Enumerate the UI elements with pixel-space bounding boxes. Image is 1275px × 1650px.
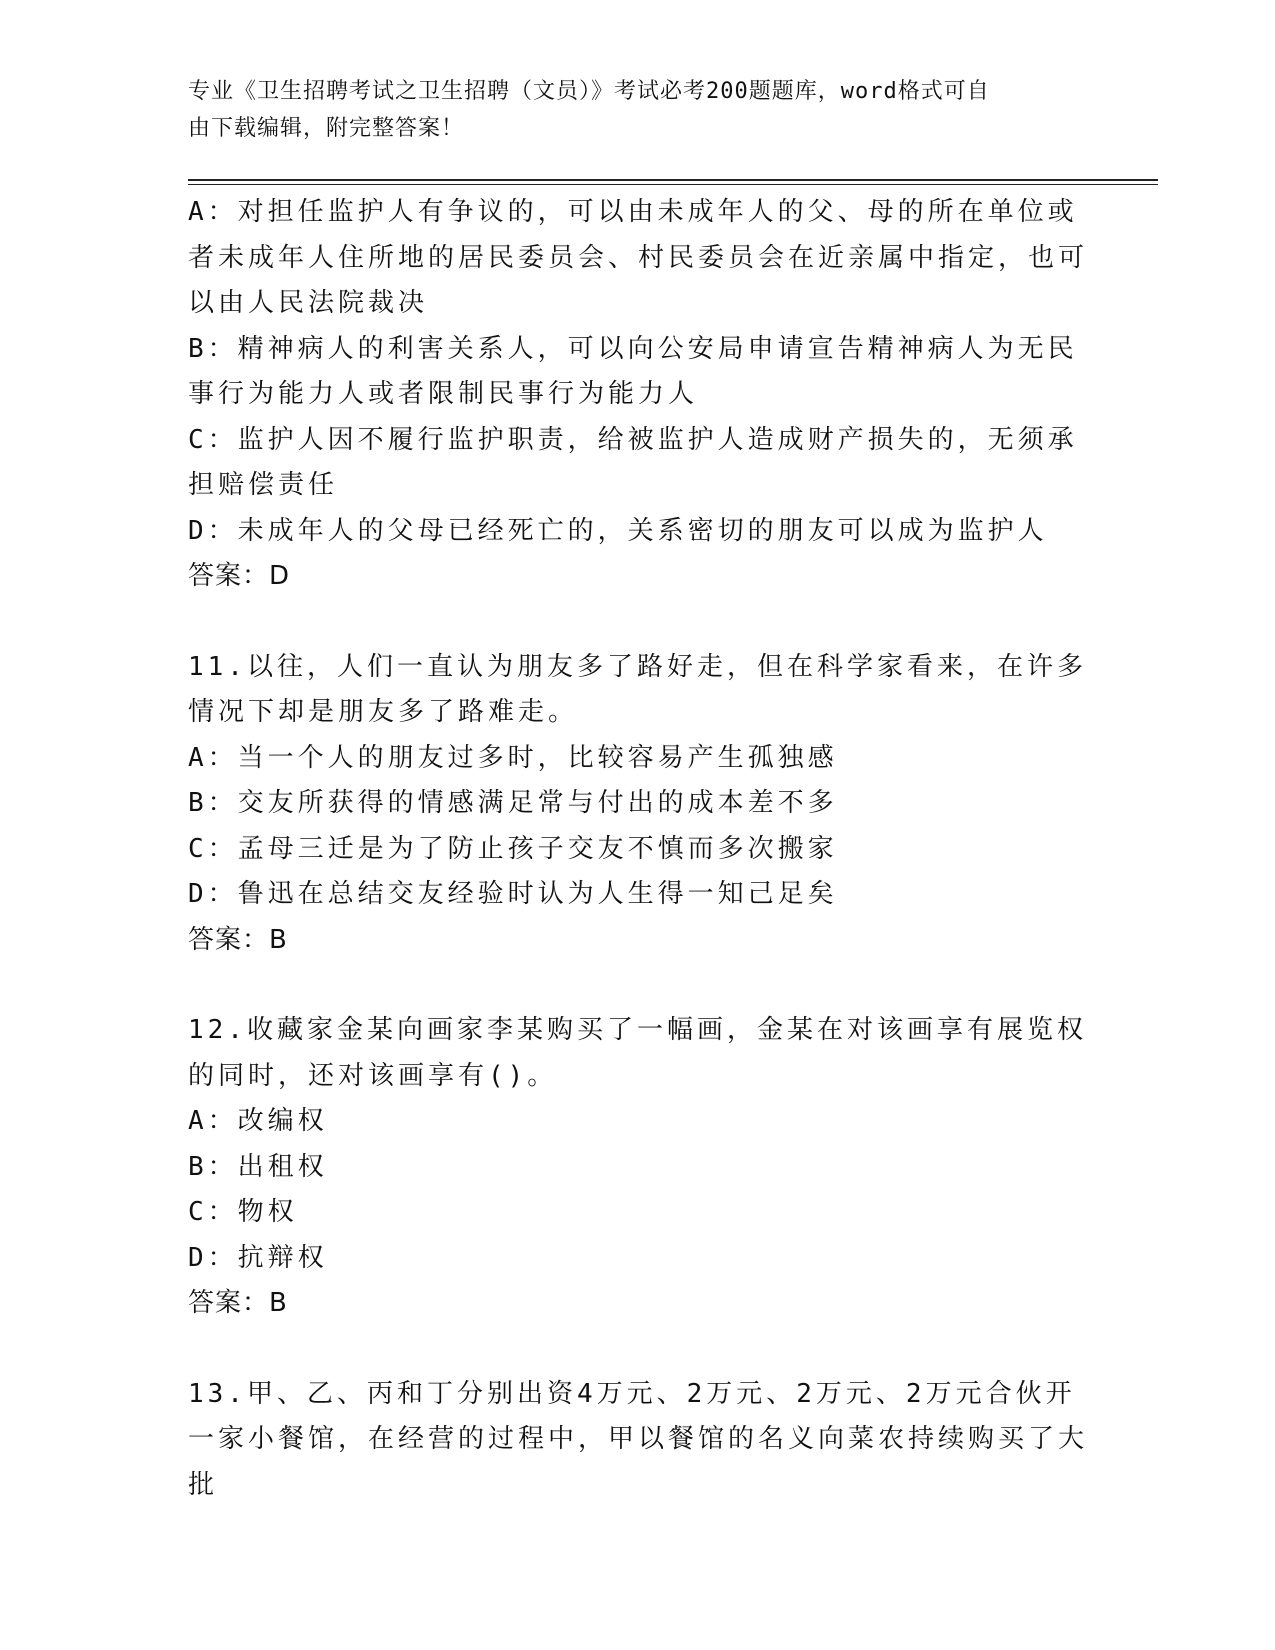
question-10 (188, 190, 1088, 600)
question-13 (188, 1372, 1088, 1509)
option-c: C：监护人因不履行监护职责，给被监护人造成财产损失的，无须承担赔偿责任 (188, 424, 1078, 500)
answer-line: 答案：D (188, 561, 291, 591)
document-header (188, 73, 1088, 147)
option-a: A：当一个人的朋友过多时，比较容易产生孤独感 (188, 742, 838, 773)
header-divider-thick (188, 179, 1158, 181)
answer-line: 答案：B (188, 1288, 288, 1318)
answer-line: 答案：B (188, 924, 288, 955)
option-a: A：对担任监护人有争议的，可以由未成年人的父、母的所在单位或者未成年人住所地的居民委员会、村民委员会在近亲属中指定，也可以由人民法院裁决 (188, 197, 1089, 318)
option-d: D：鲁迅在总结交友经验时认为人生得一知己足矣 (188, 879, 838, 909)
question-stem: 12.收藏家金某向画家李某购买了一幅画，金某在对该画享有展览权的同时，还对该画享有()。 (188, 1015, 1087, 1091)
header-title-line1: 专业《卫生招聘考试之卫生招聘（文员）》考试必考200题题库，word格式可自 (188, 79, 990, 104)
option-a: A：改编权 (188, 1106, 328, 1136)
header-title-line2: 由下载编辑，附完整答案！ (188, 116, 465, 141)
question-list (188, 190, 1088, 1508)
question-stem: 13.甲、乙、丙和丁分别出资4万元、2万元、2万元、2万元合伙开一家小餐馆，在经营的过程中，甲以餐馆的名义向菜农持续购买了大批 (188, 1378, 1089, 1500)
question-11 (188, 645, 1088, 964)
option-b: B：交友所获得的情感满足常与付出的成本差不多 (188, 788, 838, 818)
header-divider-thin (188, 184, 1158, 185)
question-12 (188, 1008, 1088, 1327)
option-c: C：孟母三迁是为了防止孩子交友不慎而多次搬家 (188, 833, 838, 864)
option-b: B：精神病人的利害关系人，可以向公安局申请宣告精神病人为无民事行为能力人或者限制民事行为能力人 (188, 333, 1078, 409)
option-d: D：抗辩权 (188, 1242, 328, 1273)
option-c: C：物权 (188, 1197, 298, 1227)
option-b: B：出租权 (188, 1151, 328, 1182)
option-d: D：未成年人的父母已经死亡的，关系密切的朋友可以成为监护人 (188, 515, 1048, 546)
question-stem: 11.以往，人们一直认为朋友多了路好走，但在科学家看来，在许多情况下却是朋友多了路难走。 (188, 651, 1087, 727)
